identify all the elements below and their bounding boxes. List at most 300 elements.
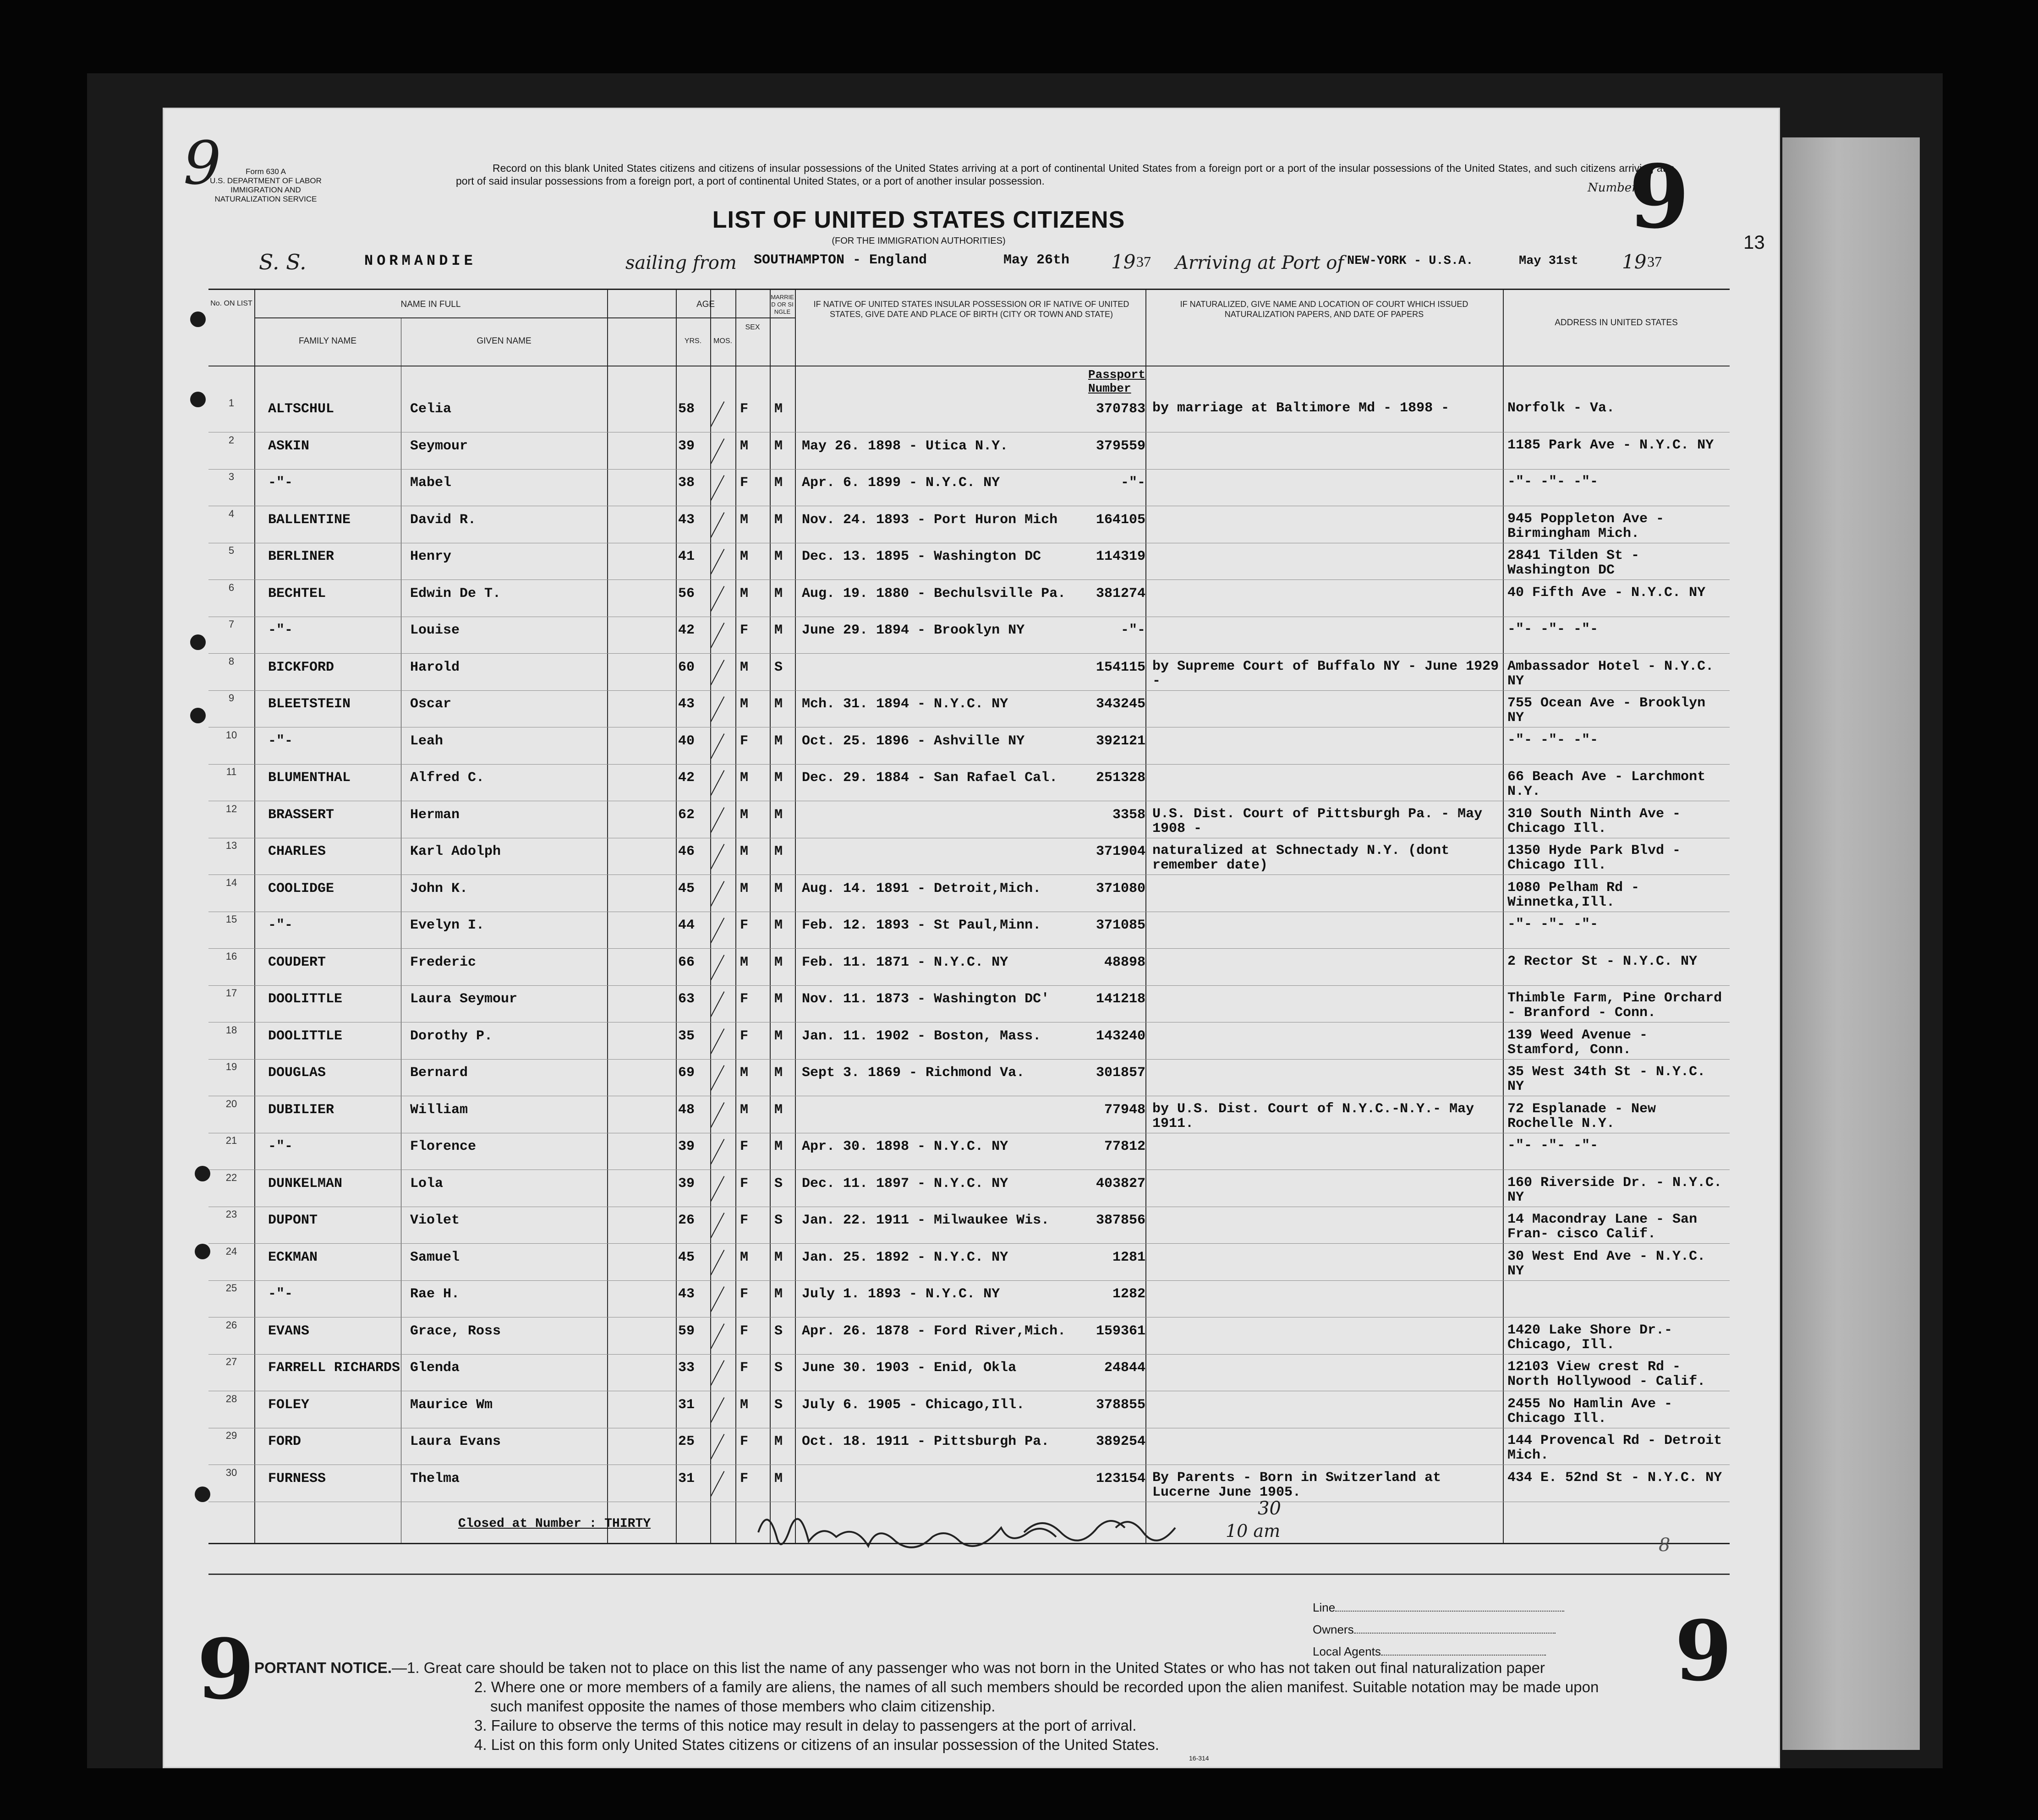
cell-birth: Aug. 19. 1880 - Bechulsville Pa. bbox=[802, 585, 1066, 601]
cell-sex: F bbox=[740, 1323, 749, 1339]
table-row bbox=[208, 1244, 1730, 1281]
passenger-table bbox=[208, 289, 1730, 1544]
check-mark bbox=[711, 660, 725, 685]
row-number: 12 bbox=[225, 803, 237, 814]
sail-date: May 26th bbox=[1003, 252, 1070, 268]
cell-family: COUDERT bbox=[268, 954, 326, 970]
cell-ms: M bbox=[774, 918, 783, 933]
voyage-line bbox=[259, 250, 1702, 277]
cell-nat: By Parents - Born in Switzerland at Lucerne June 1905. bbox=[1152, 1470, 1441, 1500]
cell-nat: by Supreme Court of Buffalo NY - June 1929 - bbox=[1152, 658, 1499, 689]
cell-nat: U.S. Dist. Court of Pittsburgh Pa. - May 1908 - bbox=[1152, 806, 1483, 836]
check-mark bbox=[711, 549, 725, 574]
cell-age: 45 bbox=[678, 880, 695, 896]
table-row bbox=[208, 654, 1730, 691]
cell-birth: Nov. 11. 1873 - Washington DC' bbox=[802, 991, 1050, 1007]
cell-address: 144 Provencal Rd - Detroit Mich. bbox=[1507, 1433, 1722, 1463]
footer-number-left: 9 bbox=[197, 1621, 255, 1718]
binder-hole bbox=[190, 312, 206, 327]
row-number: 11 bbox=[226, 766, 237, 777]
check-mark bbox=[711, 623, 725, 648]
cell-ms: M bbox=[774, 1102, 783, 1118]
table-row bbox=[208, 1022, 1730, 1060]
cell-age: 42 bbox=[678, 770, 695, 786]
cell-given: Oscar bbox=[410, 696, 452, 712]
header-passport-number: Passport Number bbox=[1088, 368, 1145, 395]
row-number: 24 bbox=[225, 1245, 237, 1257]
cell-sex: F bbox=[740, 475, 749, 491]
cell-given: John K. bbox=[410, 880, 468, 896]
cell-age: 46 bbox=[678, 844, 695, 859]
table-row bbox=[208, 1317, 1730, 1355]
cell-given: Florence bbox=[410, 1139, 477, 1154]
cell-nat: by marriage at Baltimore Md - 1898 - bbox=[1152, 400, 1450, 416]
cell-birth: June 30. 1903 - Enid, Okla bbox=[802, 1360, 1017, 1376]
table-row bbox=[208, 985, 1730, 1022]
cell-family: FURNESS bbox=[268, 1470, 326, 1487]
cell-age: 56 bbox=[678, 585, 695, 601]
document-page bbox=[163, 108, 1780, 1768]
agency-line-3: NATURALIZATION SERVICE bbox=[214, 195, 317, 203]
cell-ms: M bbox=[774, 585, 783, 601]
row-number: 3 bbox=[228, 471, 235, 482]
cell-address: 160 Riverside Dr. - N.Y.C. NY bbox=[1507, 1175, 1722, 1205]
table-row bbox=[208, 617, 1730, 654]
cell-family: ASKIN bbox=[268, 438, 310, 454]
cell-sex: F bbox=[740, 991, 749, 1007]
cell-family: BECHTEL bbox=[268, 585, 326, 601]
form-id-block bbox=[202, 167, 330, 204]
page-title: LIST OF UNITED STATES CITIZENS bbox=[712, 207, 1125, 233]
check-mark bbox=[711, 1397, 725, 1423]
cell-given: Rae H. bbox=[410, 1286, 460, 1302]
cell-given: Samuel bbox=[410, 1249, 460, 1265]
cell-given: Celia bbox=[410, 401, 452, 417]
cell-address: 310 South Ninth Ave - Chicago Ill. bbox=[1507, 806, 1681, 836]
binder-hole bbox=[195, 1166, 210, 1181]
cell-ms: M bbox=[774, 733, 783, 749]
cell-address: 12103 View crest Rd - North Hollywood - Calif. bbox=[1507, 1359, 1706, 1389]
cell-address: 1080 Pelham Rd - Winnetka,Ill. bbox=[1507, 880, 1640, 910]
cell-ms: S bbox=[774, 1323, 783, 1339]
cell-passport: 378855 bbox=[1096, 1397, 1145, 1413]
cell-address: 40 Fifth Ave - N.Y.C. NY bbox=[1507, 585, 1706, 601]
cell-passport: 24844 bbox=[1104, 1360, 1145, 1376]
cell-birth: July 1. 1893 - N.Y.C. NY bbox=[802, 1286, 1000, 1302]
header-mos: MOS. bbox=[713, 337, 732, 345]
ss-label: S. S. bbox=[259, 250, 307, 274]
cell-family: BERLINER bbox=[268, 549, 334, 564]
cell-age: 25 bbox=[678, 1434, 695, 1449]
cell-sex: F bbox=[740, 401, 749, 417]
arrival-port: NEW-YORK - U.S.A. bbox=[1347, 254, 1474, 268]
cell-birth: Feb. 11. 1871 - N.Y.C. NY bbox=[802, 954, 1008, 970]
cell-sex: F bbox=[740, 623, 749, 638]
check-mark bbox=[711, 512, 725, 538]
header-name-in-full: NAME IN FULL bbox=[400, 300, 461, 309]
cell-passport: 403827 bbox=[1096, 1175, 1145, 1191]
binder-hole bbox=[190, 392, 206, 407]
table-row bbox=[208, 395, 1730, 432]
cell-age: 44 bbox=[678, 918, 695, 933]
cell-sex: F bbox=[740, 1434, 749, 1449]
row-number: 19 bbox=[225, 1061, 237, 1072]
cell-passport: 114319 bbox=[1096, 549, 1145, 564]
cell-family: BLEETSTEIN bbox=[268, 696, 351, 712]
cell-age: 31 bbox=[678, 1470, 695, 1487]
check-mark bbox=[711, 696, 725, 722]
header-naturalized: IF NATURALIZED, GIVE NAME AND LOCATION OF COURT WHICH ISSUED NATURALIZATION PAPERS, AND DATE OF PAPERS bbox=[1180, 300, 1468, 319]
table-row bbox=[208, 764, 1730, 801]
cell-family: DOOLITTLE bbox=[268, 1028, 343, 1044]
table-row bbox=[208, 875, 1730, 912]
cell-address: Norfolk - Va. bbox=[1507, 400, 1615, 416]
arriving-label: Arriving at Port of bbox=[1175, 252, 1344, 273]
cell-passport: -"- bbox=[1120, 623, 1145, 638]
cell-birth: Nov. 24. 1893 - Port Huron Mich bbox=[802, 512, 1058, 528]
cell-address: 1420 Lake Shore Dr.- Chicago, Ill. bbox=[1507, 1322, 1673, 1353]
header-married-single: MARRIED OR SINGLE bbox=[771, 294, 794, 315]
cell-ms: S bbox=[774, 1397, 783, 1413]
header-address: ADDRESS IN UNITED STATES bbox=[1555, 318, 1678, 328]
cell-passport: 3358 bbox=[1112, 807, 1145, 823]
cell-birth: Apr. 26. 1878 - Ford River,Mich. bbox=[802, 1323, 1066, 1339]
cell-birth: Oct. 18. 1911 - Pittsburgh Pa. bbox=[802, 1434, 1050, 1449]
cell-birth: Jan. 11. 1902 - Boston, Mass. bbox=[802, 1028, 1041, 1044]
cell-ms: M bbox=[774, 880, 783, 896]
cell-sex: M bbox=[740, 585, 749, 601]
closed-at-number: Closed at Number : THIRTY bbox=[458, 1517, 651, 1531]
cell-ms: M bbox=[774, 954, 783, 970]
sail-year-prefix: 19 bbox=[1111, 251, 1136, 273]
cell-address: -"- -"- -"- bbox=[1507, 732, 1599, 748]
row-number: 25 bbox=[225, 1282, 237, 1294]
cell-nat: by U.S. Dist. Court of N.Y.C.-N.Y.- May 1911. bbox=[1152, 1101, 1474, 1131]
cell-address: 1185 Park Ave - N.Y.C. NY bbox=[1507, 437, 1714, 453]
signature-image bbox=[749, 1500, 1537, 1564]
check-mark bbox=[711, 955, 725, 980]
cell-passport: 154115 bbox=[1096, 659, 1145, 675]
check-mark bbox=[711, 881, 725, 907]
owners-label: Owners bbox=[1313, 1623, 1354, 1636]
cell-address: -"- -"- -"- bbox=[1507, 917, 1599, 932]
agents-label: Local Agents bbox=[1313, 1645, 1381, 1658]
check-mark bbox=[711, 475, 725, 501]
cell-passport: 301857 bbox=[1096, 1065, 1145, 1081]
table-row bbox=[208, 580, 1730, 617]
cell-given: Bernard bbox=[410, 1065, 468, 1081]
cell-birth: June 29. 1894 - Brooklyn NY bbox=[802, 623, 1025, 638]
cell-passport: 343245 bbox=[1096, 696, 1145, 712]
cell-birth: Dec. 29. 1884 - San Rafael Cal. bbox=[802, 770, 1058, 786]
cell-address: 2455 No Hamlin Ave - Chicago Ill. bbox=[1507, 1396, 1673, 1426]
table-row bbox=[208, 1280, 1730, 1317]
cell-address: 66 Beach Ave - Larchmont N.Y. bbox=[1507, 769, 1706, 799]
cell-family: CHARLES bbox=[268, 844, 326, 859]
row-number: 4 bbox=[228, 508, 235, 519]
cell-passport: 141218 bbox=[1096, 991, 1145, 1007]
cell-ms: S bbox=[774, 1360, 783, 1376]
important-notice bbox=[254, 1658, 1803, 1754]
table-row bbox=[208, 469, 1730, 506]
cell-ms: M bbox=[774, 770, 783, 786]
check-mark bbox=[711, 1286, 725, 1312]
header-age: AGE bbox=[696, 300, 715, 309]
cell-family: EVANS bbox=[268, 1323, 310, 1339]
cell-address: 30 West End Ave - N.Y.C. NY bbox=[1507, 1248, 1706, 1279]
row-number: 23 bbox=[225, 1208, 237, 1220]
row-number: 13 bbox=[225, 840, 237, 851]
binder-hole bbox=[190, 634, 206, 650]
check-mark bbox=[711, 1102, 725, 1128]
row-number: 5 bbox=[228, 545, 235, 556]
time-note: 10 am bbox=[1226, 1521, 1281, 1541]
check-mark bbox=[711, 733, 725, 759]
table-row bbox=[208, 1428, 1730, 1465]
row-number: 6 bbox=[228, 581, 235, 593]
cell-given: Grace, Ross bbox=[410, 1323, 501, 1339]
row-number: 8 bbox=[228, 655, 235, 667]
cell-age: 58 bbox=[678, 401, 695, 417]
number-label: Number bbox=[1588, 181, 1638, 195]
cell-passport: 379559 bbox=[1096, 438, 1145, 454]
check-mark bbox=[711, 1250, 725, 1275]
check-mark bbox=[711, 1213, 725, 1238]
check-mark bbox=[711, 918, 725, 943]
table-row bbox=[208, 1391, 1730, 1428]
cell-passport: 123154 bbox=[1096, 1470, 1145, 1487]
table-row bbox=[208, 543, 1730, 580]
cell-family: BRASSERT bbox=[268, 807, 334, 823]
sail-year: 37 bbox=[1136, 253, 1151, 270]
table-row bbox=[208, 1207, 1730, 1244]
cell-sex: M bbox=[740, 549, 749, 564]
row-number: 16 bbox=[225, 950, 237, 962]
cell-sex: M bbox=[740, 512, 749, 528]
table-row bbox=[208, 949, 1730, 986]
cell-age: 59 bbox=[678, 1323, 695, 1339]
cell-passport: 370783 bbox=[1096, 401, 1145, 417]
cell-address: 945 Poppleton Ave - Birmingham Mich. bbox=[1507, 511, 1665, 541]
binder-hole bbox=[195, 1487, 210, 1502]
cell-family: DUBILIER bbox=[268, 1102, 334, 1118]
cell-sex: M bbox=[740, 807, 749, 823]
row-number: 10 bbox=[225, 729, 237, 741]
cell-age: 33 bbox=[678, 1360, 695, 1376]
check-mark bbox=[711, 807, 725, 833]
cell-sex: F bbox=[740, 1139, 749, 1154]
cell-ms: M bbox=[774, 807, 783, 823]
cell-ms: M bbox=[774, 512, 783, 528]
cell-ms: M bbox=[774, 1470, 783, 1487]
cell-sex: M bbox=[740, 696, 749, 712]
cell-ms: M bbox=[774, 696, 783, 712]
cell-passport: 48898 bbox=[1104, 954, 1145, 970]
cell-given: Dorothy P. bbox=[410, 1028, 493, 1044]
print-code: 16-314 bbox=[1189, 1754, 1209, 1762]
cell-age: 48 bbox=[678, 1102, 695, 1118]
row-number: 30 bbox=[225, 1466, 237, 1478]
cell-passport: 164105 bbox=[1096, 512, 1145, 528]
page-subtitle: (FOR THE IMMIGRATION AUTHORITIES) bbox=[832, 236, 1006, 246]
cell-given: Harold bbox=[410, 659, 460, 675]
cell-passport: 77948 bbox=[1104, 1102, 1145, 1118]
arrival-year: 37 bbox=[1647, 253, 1662, 270]
cell-family: COOLIDGE bbox=[268, 880, 334, 896]
cell-birth: Mch. 31. 1894 - N.Y.C. NY bbox=[802, 696, 1008, 712]
cell-passport: 371085 bbox=[1096, 918, 1145, 933]
cell-address: 14 Macondray Lane - San Fran- cisco Calif. bbox=[1507, 1212, 1698, 1242]
cell-age: 63 bbox=[678, 991, 695, 1007]
row-number: 26 bbox=[225, 1319, 237, 1331]
table-row bbox=[208, 1059, 1730, 1096]
cell-age: 43 bbox=[678, 696, 695, 712]
cell-address: -"- -"- -"- bbox=[1507, 474, 1599, 490]
cell-family: BALLENTINE bbox=[268, 512, 351, 528]
page-number: 13 bbox=[1743, 231, 1765, 253]
cell-ms: M bbox=[774, 623, 783, 638]
cell-sex: F bbox=[740, 1286, 749, 1302]
cell-age: 66 bbox=[678, 954, 695, 970]
cell-given: Laura Evans bbox=[410, 1434, 501, 1449]
table-row bbox=[208, 801, 1730, 838]
cell-ms: S bbox=[774, 1213, 783, 1228]
cell-age: 62 bbox=[678, 807, 695, 823]
cell-ms: M bbox=[774, 1028, 783, 1044]
cell-given: Louise bbox=[410, 623, 460, 638]
row-number: 21 bbox=[225, 1135, 237, 1146]
cell-given: David R. bbox=[410, 512, 477, 528]
cell-sex: M bbox=[740, 954, 749, 970]
cell-address: 72 Esplanade - New Rochelle N.Y. bbox=[1507, 1101, 1656, 1131]
line-field bbox=[1313, 1596, 1564, 1618]
table-row bbox=[208, 432, 1730, 470]
cell-age: 38 bbox=[678, 475, 695, 491]
cell-address: 2841 Tilden St - Washington DC bbox=[1507, 548, 1640, 578]
cell-passport: 143240 bbox=[1096, 1028, 1145, 1044]
cell-sex: F bbox=[740, 918, 749, 933]
cell-ms: S bbox=[774, 1175, 783, 1191]
cell-family: FORD bbox=[268, 1434, 301, 1449]
cell-passport: 371904 bbox=[1096, 844, 1145, 859]
cell-ms: M bbox=[774, 1249, 783, 1265]
cell-sex: F bbox=[740, 1360, 749, 1376]
cell-ms: M bbox=[774, 401, 783, 417]
check-mark bbox=[711, 586, 725, 612]
cell-sex: M bbox=[740, 1397, 749, 1413]
table-row bbox=[208, 1465, 1730, 1502]
signature-note: 30 bbox=[1258, 1498, 1281, 1519]
cell-age: 39 bbox=[678, 1175, 695, 1191]
cell-family: DOOLITTLE bbox=[268, 991, 343, 1007]
row-number: 22 bbox=[225, 1171, 237, 1183]
cell-passport: 371080 bbox=[1096, 880, 1145, 896]
cell-family: DUNKELMAN bbox=[268, 1175, 343, 1191]
cell-given: Evelyn I. bbox=[410, 918, 485, 933]
cell-ms: M bbox=[774, 549, 783, 564]
ship-name: NORMANDIE bbox=[364, 252, 477, 269]
cell-sex: M bbox=[740, 770, 749, 786]
cell-passport: 387856 bbox=[1096, 1213, 1145, 1228]
cell-given: Violet bbox=[410, 1213, 460, 1228]
cell-family: ALTSCHUL bbox=[268, 401, 334, 417]
cell-sex: F bbox=[740, 1213, 749, 1228]
cell-birth: Jan. 25. 1892 - N.Y.C. NY bbox=[802, 1249, 1008, 1265]
cell-family: -"- bbox=[268, 733, 293, 749]
handwritten-list-number: 9 bbox=[183, 128, 221, 198]
row-number: 2 bbox=[228, 434, 235, 446]
arrival-date: May 31st bbox=[1519, 254, 1578, 268]
cell-given: Alfred C. bbox=[410, 770, 485, 786]
agency-line-1: U.S. DEPARTMENT OF LABOR bbox=[210, 176, 322, 185]
cell-birth: Dec. 11. 1897 - N.Y.C. NY bbox=[802, 1175, 1008, 1191]
check-mark bbox=[711, 1471, 725, 1497]
cell-ms: M bbox=[774, 475, 783, 491]
cell-family: -"- bbox=[268, 1286, 293, 1302]
cell-age: 40 bbox=[678, 733, 695, 749]
cell-family: -"- bbox=[268, 918, 293, 933]
footer-fields bbox=[1313, 1596, 1564, 1662]
cell-family: DOUGLAS bbox=[268, 1065, 326, 1081]
cell-family: -"- bbox=[268, 475, 293, 491]
notice-title: PORTANT NOTICE. bbox=[254, 1659, 392, 1676]
check-mark bbox=[711, 1176, 725, 1202]
table-row bbox=[208, 690, 1730, 727]
cell-ms: M bbox=[774, 438, 783, 454]
cell-passport: 392121 bbox=[1096, 733, 1145, 749]
sailing-from-value: SOUTHAMPTON - England bbox=[754, 252, 927, 268]
cell-age: 39 bbox=[678, 438, 695, 454]
cell-age: 69 bbox=[678, 1065, 695, 1081]
cell-sex: M bbox=[740, 438, 749, 454]
cell-ms: S bbox=[774, 659, 783, 675]
cell-sex: F bbox=[740, 1028, 749, 1044]
row-number: 9 bbox=[228, 692, 235, 704]
cell-address: 434 E. 52nd St - N.Y.C. NY bbox=[1507, 1470, 1722, 1486]
binder-hole bbox=[190, 708, 206, 723]
cell-sex: M bbox=[740, 659, 749, 675]
cell-birth: Apr. 30. 1898 - N.Y.C. NY bbox=[802, 1139, 1008, 1154]
cell-family: FOLEY bbox=[268, 1397, 310, 1413]
arrival-year-prefix: 19 bbox=[1622, 251, 1647, 273]
table-row bbox=[208, 1354, 1730, 1391]
cell-birth: May 26. 1898 - Utica N.Y. bbox=[802, 438, 1008, 454]
cell-ms: M bbox=[774, 844, 783, 859]
form-id: Form 630 A bbox=[246, 167, 286, 176]
check-mark bbox=[711, 844, 725, 869]
cell-passport: 251328 bbox=[1096, 770, 1145, 786]
check-mark bbox=[711, 991, 725, 1017]
cell-ms: M bbox=[774, 991, 783, 1007]
cell-given: Henry bbox=[410, 549, 452, 564]
cell-passport: 1282 bbox=[1112, 1286, 1145, 1302]
cell-given: Mabel bbox=[410, 475, 452, 491]
cell-ms: M bbox=[774, 1286, 783, 1302]
cell-passport: 159361 bbox=[1096, 1323, 1145, 1339]
cell-family: -"- bbox=[268, 1139, 293, 1154]
cell-sex: M bbox=[740, 1065, 749, 1081]
row-number: 27 bbox=[225, 1356, 237, 1367]
header-birth: IF NATIVE OF UNITED STATES INSULAR POSSESSION OR IF NATIVE OF UNITED STATES, GIVE DATE AND PLACE OF BIRTH (CITY OR TOWN AND STATE) bbox=[813, 300, 1129, 319]
row-number: 29 bbox=[225, 1430, 237, 1441]
cell-ms: M bbox=[774, 1434, 783, 1449]
check-mark bbox=[711, 770, 725, 796]
table-row bbox=[208, 1096, 1730, 1133]
notice-line-5: 4. List on this form only United States citizens or citizens of an insular possession of the United States. bbox=[474, 1736, 1159, 1753]
cell-given: Laura Seymour bbox=[410, 991, 518, 1007]
cell-sex: M bbox=[740, 1249, 749, 1265]
cell-address: Ambassador Hotel - N.Y.C. NY bbox=[1507, 658, 1714, 689]
